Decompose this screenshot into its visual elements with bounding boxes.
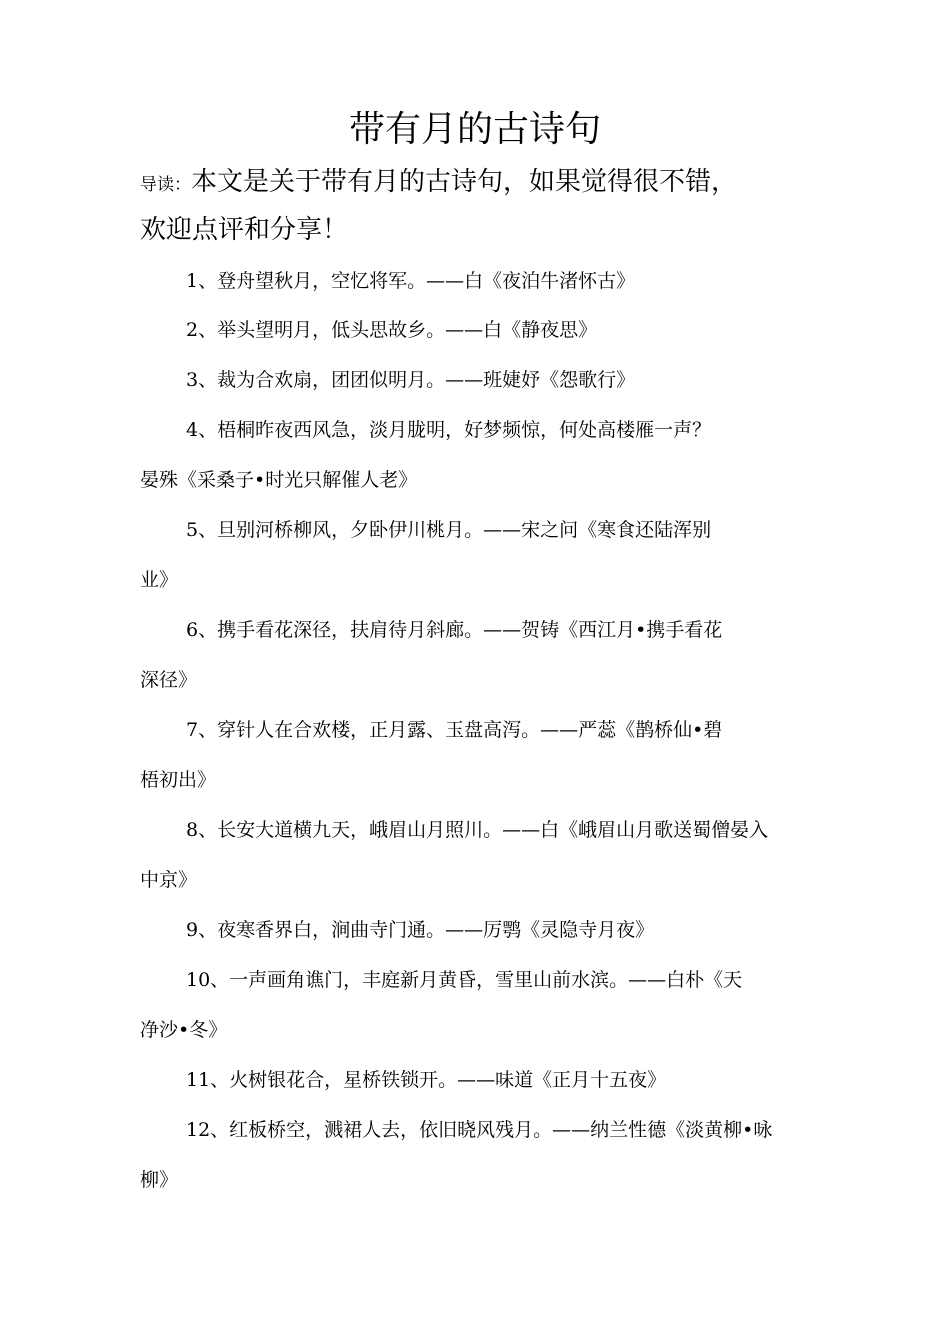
poem-line-9: 9、夜寒香界白，涧曲寺门通。——厉鹗《灵隐寺月夜》	[186, 919, 655, 941]
intro-text-2: 欢迎点评和分享！	[140, 215, 349, 245]
poem-line-11: 11、火树银花合，星桥铁锁开。——味道《正月十五夜》	[186, 1069, 667, 1091]
poem-line-3: 3、裁为合欢扇，团团似明月。——班婕妤《怨歌行》	[186, 369, 636, 391]
poem-line-7: 7、穿针人在合欢楼，正月露、玉盘高泻。——严蕊《鹊桥仙•碧	[186, 719, 723, 741]
poem-line-4-cont: 晏殊《采桑子•时光只解催人老》	[140, 469, 418, 491]
poem-line-6: 6、携手看花深径，扶肩待月斜廊。——贺铸《西江月•携手看花	[186, 619, 723, 641]
poem-line-1: 1、登舟望秋月，空忆将军。——白《夜泊牛渚怀古》	[186, 270, 636, 292]
poem-line-12: 12、红板桥空，溅裙人去，依旧晓风残月。——纳兰性德《淡黄柳•咏	[186, 1119, 773, 1141]
poem-line-6-cont: 深径》	[140, 669, 198, 691]
poem-line-8-cont: 中京》	[140, 869, 198, 891]
intro-label: 导读：	[140, 175, 191, 195]
poem-line-10: 10、一声画角谯门，丰庭新月黄昏，雪里山前水滨。——白朴《天	[186, 969, 743, 991]
intro-block	[140, 160, 820, 256]
intro-line-2	[140, 208, 820, 256]
poem-line-7-cont: 梧初出》	[140, 769, 217, 791]
page-title: 带有月的古诗句	[348, 109, 601, 150]
poem-line-5: 5、旦别河桥柳风，夕卧伊川桃月。——宋之问《寒食还陆浑别	[186, 519, 712, 541]
intro-text-1: 本文是关于带有月的古诗句，如果觉得很不错，	[191, 167, 738, 197]
poem-line-2: 2、举头望明月，低头思故乡。——白《静夜思》	[186, 319, 598, 341]
poem-line-4: 4、梧桐昨夜西风急，淡月胧明，好梦频惊，何处高楼雁一声？	[186, 419, 712, 441]
poem-line-12-cont: 柳》	[140, 1169, 179, 1191]
poem-line-8: 8、长安大道横九天，峨眉山月照川。——白《峨眉山月歌送蜀僧晏入	[186, 819, 769, 841]
poem-line-5-cont: 业》	[140, 569, 179, 591]
poem-line-10-cont: 净沙•冬》	[140, 1019, 228, 1041]
intro-line-1	[140, 160, 820, 208]
